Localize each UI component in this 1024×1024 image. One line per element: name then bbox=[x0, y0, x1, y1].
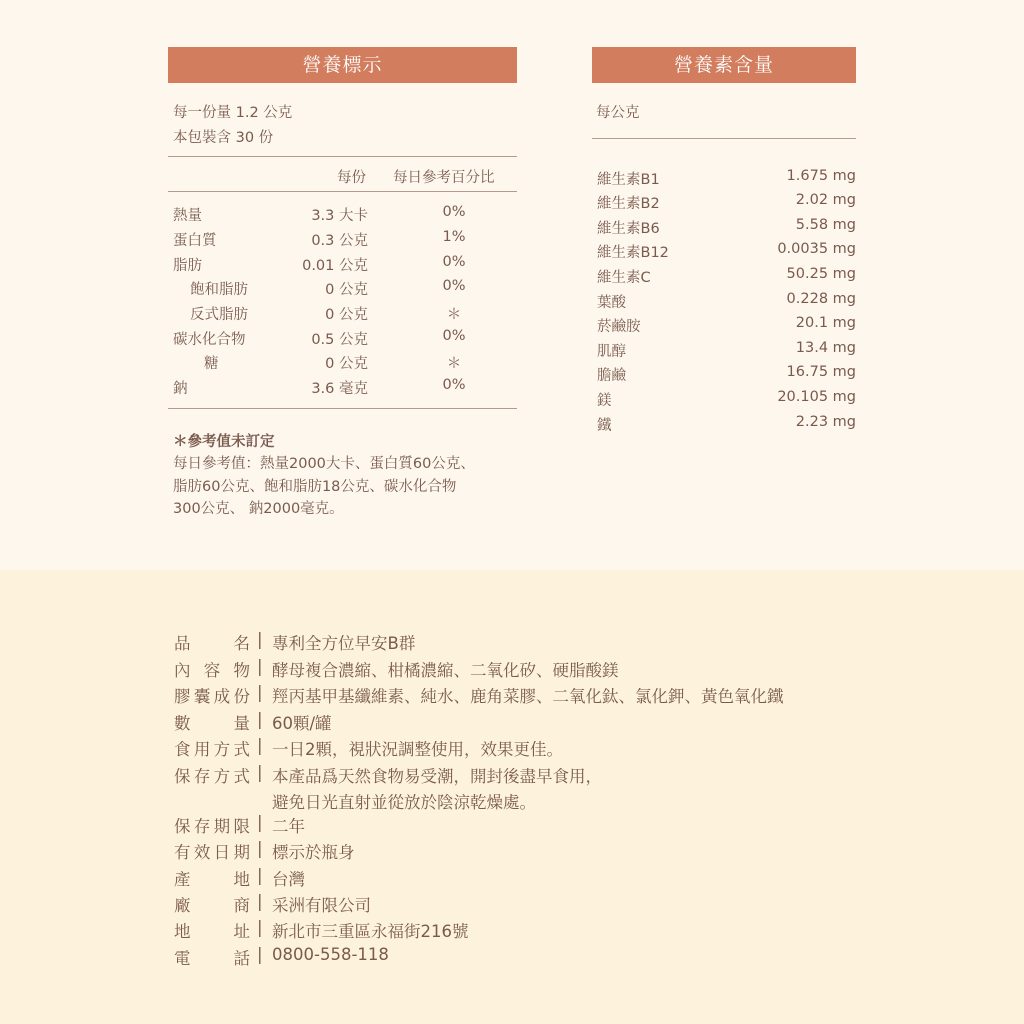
info-label-char: 保 bbox=[174, 817, 191, 836]
info-label bbox=[174, 866, 250, 890]
vitamin-value: 16.75 mg bbox=[786, 364, 856, 380]
info-label-char: 物 bbox=[233, 661, 250, 680]
info-separator: | bbox=[257, 918, 263, 937]
nutrient-amount: 0.01 公克 bbox=[302, 258, 368, 274]
vitamin-name: 葉酸 bbox=[597, 295, 626, 311]
nutrient-amount: 0 公克 bbox=[325, 356, 368, 372]
info-separator: | bbox=[257, 710, 263, 729]
vitamin-name: 維生素B1 bbox=[597, 172, 660, 188]
vitamin-value: 2.23 mg bbox=[795, 414, 856, 430]
vitamin-row bbox=[594, 389, 856, 413]
nutrient-name: 脂肪 bbox=[173, 258, 202, 274]
info-label-char: 份 bbox=[233, 687, 250, 706]
info-label bbox=[174, 683, 250, 707]
vitamin-row bbox=[594, 414, 856, 438]
info-value: 羥丙基甲基纖維素、純水、鹿角菜膠、二氧化鈦、氯化鉀、黃色氧化鐵 bbox=[272, 687, 784, 706]
vitamin-name: 維生素B6 bbox=[597, 221, 660, 237]
vitamin-value: 2.02 mg bbox=[795, 192, 856, 208]
info-label bbox=[174, 918, 250, 942]
reference-note-line: 脂肪60公克、飽和脂肪18公克、碳水化合物 bbox=[173, 479, 457, 495]
servings-per-pack: 本包裝含 30 份 bbox=[173, 130, 274, 146]
info-label-char: 地 bbox=[233, 870, 250, 889]
vitamin-name: 膽鹼 bbox=[597, 368, 626, 384]
info-label-char: 存 bbox=[193, 767, 211, 786]
nutrition-row bbox=[170, 278, 517, 302]
nutrition-row bbox=[170, 229, 517, 253]
nutrient-name: 鈉 bbox=[173, 381, 188, 397]
reference-note-line: 300公克、 鈉2000毫克。 bbox=[173, 501, 344, 517]
info-value: 60顆/罐 bbox=[272, 714, 332, 733]
nutrition-row bbox=[170, 352, 517, 376]
info-separator: | bbox=[257, 736, 263, 755]
divider bbox=[168, 191, 517, 192]
nutrient-content-header bbox=[592, 47, 856, 83]
info-separator: | bbox=[257, 866, 263, 885]
nutrition-row bbox=[170, 377, 517, 401]
vitamin-row bbox=[594, 168, 856, 192]
info-value: 標示於瓶身 bbox=[272, 843, 355, 862]
info-label-char: 名 bbox=[233, 634, 250, 653]
nutrient-daily-pct: 0% bbox=[442, 328, 466, 344]
vitamin-value: 5.58 mg bbox=[795, 217, 856, 233]
info-label-char: 商 bbox=[233, 896, 250, 915]
info-label bbox=[174, 710, 250, 734]
nutrition-row bbox=[170, 254, 517, 278]
nutrient-daily-pct: 0% bbox=[442, 377, 466, 393]
nutrient-name: 碳水化合物 bbox=[173, 332, 246, 348]
reference-note-line: 每日參考值：熱量2000大卡、蛋白質60公克、 bbox=[173, 456, 475, 472]
vitamin-row bbox=[594, 217, 856, 241]
reference-note-title: ＊參考值未訂定 bbox=[173, 434, 275, 450]
info-separator: | bbox=[257, 839, 263, 858]
info-label-char: 方 bbox=[213, 767, 231, 786]
nutrient-daily-pct: 1% bbox=[442, 229, 466, 245]
info-value: 0800-558-118 bbox=[272, 945, 389, 964]
info-separator: | bbox=[257, 630, 263, 649]
nutrient-amount: 0.5 公克 bbox=[311, 332, 368, 348]
info-value: 一日2顆，視狀況調整使用，效果更佳。 bbox=[272, 740, 563, 759]
divider bbox=[168, 156, 517, 157]
nutrition-row bbox=[170, 204, 517, 228]
info-label-char: 品 bbox=[174, 634, 191, 653]
info-label-char: 電 bbox=[174, 949, 191, 968]
info-label-char: 膠 bbox=[174, 687, 191, 706]
info-label bbox=[174, 945, 250, 969]
info-value: 新北市三重區永福街216號 bbox=[272, 922, 469, 941]
vitamin-row bbox=[594, 340, 856, 364]
info-label-char: 內 bbox=[174, 661, 191, 680]
nutrient-amount: 3.3 大卡 bbox=[311, 208, 368, 224]
info-label-char: 產 bbox=[174, 870, 191, 889]
info-separator: | bbox=[257, 813, 263, 832]
nutrient-daily-pct: ＊ bbox=[446, 307, 462, 323]
info-label-char: 囊 bbox=[193, 687, 211, 706]
info-label-char: 方 bbox=[213, 740, 231, 759]
info-label-char: 保 bbox=[174, 767, 191, 786]
vitamin-row bbox=[594, 266, 856, 290]
info-label-char: 式 bbox=[233, 740, 250, 759]
info-value: 酵母複合濃縮、柑橘濃縮、二氧化矽、硬脂酸鎂 bbox=[272, 661, 619, 680]
info-value: 專利全方位早安B群 bbox=[272, 634, 416, 653]
divider bbox=[592, 138, 856, 139]
info-value: 采洲有限公司 bbox=[272, 896, 371, 915]
column-per-serving: 每份 bbox=[337, 170, 366, 186]
vitamin-name: 菸鹼胺 bbox=[597, 319, 641, 335]
nutrient-name: 糖 bbox=[204, 356, 219, 372]
info-value: 台灣 bbox=[272, 870, 305, 889]
nutrition-label-header bbox=[168, 47, 517, 83]
info-separator: | bbox=[257, 763, 263, 782]
vitamin-row bbox=[594, 241, 856, 265]
nutrient-daily-pct: 0% bbox=[442, 254, 466, 270]
info-label-char: 效 bbox=[193, 843, 211, 862]
vitamin-row bbox=[594, 291, 856, 315]
nutrient-amount: 0 公克 bbox=[325, 282, 368, 298]
vitamin-name: 維生素B2 bbox=[597, 196, 660, 212]
info-label-char: 存 bbox=[193, 817, 211, 836]
vitamin-name: 鐵 bbox=[597, 418, 612, 434]
nutrition-row bbox=[170, 303, 517, 327]
vitamin-value: 50.25 mg bbox=[786, 266, 856, 282]
info-label-char: 日 bbox=[213, 843, 231, 862]
vitamin-value: 13.4 mg bbox=[795, 340, 856, 356]
nutrient-amount: 0 公克 bbox=[325, 307, 368, 323]
info-separator: | bbox=[257, 657, 263, 676]
per-gram-label: 每公克 bbox=[596, 105, 640, 121]
info-label bbox=[174, 630, 250, 654]
info-separator: | bbox=[257, 892, 263, 911]
info-value: 避免日光直射並從放於陰涼乾燥處。 bbox=[272, 793, 536, 812]
info-value: 本產品爲天然食物易受潮，開封後盡早食用， bbox=[272, 767, 602, 786]
info-value: 二年 bbox=[272, 817, 305, 836]
vitamin-name: 維生素B12 bbox=[597, 245, 669, 261]
vitamin-value: 0.228 mg bbox=[786, 291, 856, 307]
divider bbox=[168, 408, 517, 409]
nutrient-daily-pct: 0% bbox=[442, 204, 466, 220]
vitamin-value: 0.0035 mg bbox=[777, 241, 856, 257]
info-label-char: 食 bbox=[174, 740, 191, 759]
info-label-char: 廠 bbox=[174, 896, 191, 915]
info-label bbox=[174, 657, 250, 681]
info-separator: | bbox=[257, 683, 263, 702]
info-label bbox=[174, 839, 250, 863]
info-label bbox=[174, 763, 250, 787]
vitamin-name: 鎂 bbox=[597, 393, 612, 409]
nutrition-label-title: 營養標示 bbox=[302, 54, 383, 76]
info-label-char: 話 bbox=[233, 949, 250, 968]
info-label bbox=[174, 813, 250, 837]
nutrient-amount: 3.6 毫克 bbox=[311, 381, 368, 397]
info-label-char: 式 bbox=[233, 767, 250, 786]
product-info-section bbox=[0, 570, 1024, 1024]
vitamin-row bbox=[594, 364, 856, 388]
info-label-char: 用 bbox=[193, 740, 211, 759]
column-daily-value: 每日參考百分比 bbox=[393, 170, 495, 186]
nutrient-amount: 0.3 公克 bbox=[311, 233, 368, 249]
nutrient-daily-pct: ＊ bbox=[446, 356, 462, 372]
info-label-char: 期 bbox=[213, 817, 231, 836]
vitamin-value: 20.1 mg bbox=[795, 315, 856, 331]
nutrient-content-title: 營養素含量 bbox=[673, 54, 774, 76]
info-label-char: 成 bbox=[213, 687, 231, 706]
vitamin-name: 肌醇 bbox=[597, 344, 626, 360]
nutrient-name: 飽和脂肪 bbox=[190, 282, 248, 298]
vitamin-row bbox=[594, 315, 856, 339]
info-label-char: 量 bbox=[233, 714, 250, 733]
info-label-char: 址 bbox=[233, 922, 250, 941]
info-label-char: 容 bbox=[203, 661, 221, 680]
vitamin-value: 20.105 mg bbox=[777, 389, 856, 405]
info-label-char: 數 bbox=[174, 714, 191, 733]
vitamin-value: 1.675 mg bbox=[786, 168, 856, 184]
info-label-char: 有 bbox=[174, 843, 191, 862]
vitamin-name: 維生素C bbox=[597, 270, 651, 286]
serving-size: 每一份量 1.2 公克 bbox=[173, 105, 293, 121]
info-label-char: 地 bbox=[174, 922, 191, 941]
vitamin-row bbox=[594, 192, 856, 216]
info-label bbox=[174, 736, 250, 760]
info-label-char: 限 bbox=[233, 817, 250, 836]
info-label bbox=[174, 892, 250, 916]
info-label-char: 期 bbox=[233, 843, 250, 862]
nutrient-name: 熱量 bbox=[173, 208, 202, 224]
nutrition-row bbox=[170, 328, 517, 352]
nutrient-daily-pct: 0% bbox=[442, 278, 466, 294]
nutrient-name: 蛋白質 bbox=[173, 233, 217, 249]
info-separator: | bbox=[257, 945, 263, 964]
nutrient-name: 反式脂肪 bbox=[190, 307, 248, 323]
